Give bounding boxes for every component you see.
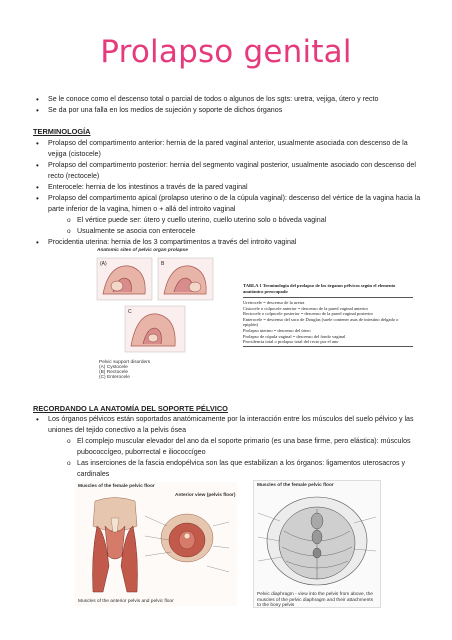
- figure-caption: Muscles of the anterior pelvis and pelvic floor: [78, 599, 174, 604]
- figure-title: Muscles of the female pelvic floor: [257, 483, 334, 488]
- panel-label: C: [128, 309, 132, 315]
- pelvic-diaphragm-figure: [253, 480, 381, 608]
- list-item: o El complejo muscular elevador del ano da el soporte primario (es una base firme, pero elástica): músculos pubococcígeo, puborrectal e iliococcígeo: [25, 436, 427, 458]
- terminology-heading: TERMINOLOGÍA: [33, 127, 91, 136]
- figure-legend: [99, 360, 150, 380]
- table-row: Cistocele o colpocele anterior = descenso de la pared vaginal anterior: [243, 305, 368, 311]
- list-item: • Los órganos pélvicos están soportados anatómicamente por la interacción entre los músculos del suelo pélvico y las uniones del tejido conectivo a la pelvis ósea: [25, 414, 427, 436]
- list-item: • Prolapso del compartimento apical (prolapso uterino o de la cúpula vaginal): descenso del vértice de la vagina hacia la parte inferior de la vagina, himen o + allá del introito vaginal: [25, 193, 427, 215]
- table-row: Enterocele = descenso del saco de Douglas (suele contener asas de intestino delgado o epiplón): [243, 316, 399, 328]
- anatomy-heading: RECORDANDO LA ANATOMÍA DEL SOPORTE PÉLVICO: [33, 404, 228, 413]
- terminology-table: [243, 283, 413, 347]
- table-row: Prolapso uterino = descenso del útero: [243, 327, 311, 333]
- list-item: • Prolapso del compartimento anterior: hernia de la pared vaginal anterior, usualmente asociada con descenso de la vejiga (cistocele): [25, 138, 427, 160]
- legend-line: (C) Enterocele: [99, 375, 130, 380]
- prolapse-anatomy-figure: [95, 248, 220, 378]
- terminology-list: [25, 138, 427, 248]
- pelvic-muscle-illustration: [75, 496, 237, 596]
- table-row: Prolapso de cúpula vaginal = descenso del fondo vaginal: [243, 333, 346, 339]
- table-row: Uretrocele = descenso de la uretra: [243, 300, 305, 305]
- list-item: • Se da por una falla en los medios de sujeción y soporte de dichos órganos: [25, 105, 430, 116]
- list-item: • Enterocele: hernia de los intestinos a través de la pared vaginal: [25, 182, 427, 193]
- intro-list: [25, 94, 430, 116]
- panel-label: B: [161, 261, 165, 267]
- list-item: o Las inserciones de la fascia endopélvica son las que estabilizan a los órganos: ligamentos uterosacros y cardinales: [25, 458, 427, 480]
- pelvic-diaphragm-illustration: [254, 491, 380, 591]
- legend-line: (A) Cystocele: [99, 365, 128, 370]
- figure-subtitle: Anterior view (pelvis floor): [175, 493, 236, 498]
- list-item: • Prolapso del compartimento posterior: hernia del segmento vaginal posterior, usualmente asociado con descenso del recto (rectocele): [25, 160, 427, 182]
- table-row: Procidencia total o prolapso total del recto por el ano: [243, 339, 413, 347]
- list-item: o Usualmente se asocia con enterocele: [25, 226, 427, 237]
- pelvic-floor-anterior-figure: [75, 482, 237, 606]
- table-row: Rectocele o colpocele posterior = descenso de la pared vaginal posterior: [243, 311, 373, 317]
- anatomy-list: [25, 414, 427, 480]
- figure-title: Anatomic sites of pelvic organ prolapse: [97, 248, 188, 253]
- table-title: TABLA 1 Terminología del prolapso de los órganos pélvicos según el elemento anatómico preocupado: [243, 283, 413, 298]
- list-item: • Se le conoce como el descenso total o parcial de todos o algunos de los sgts: uretra, vejiga, útero y recto: [25, 94, 430, 105]
- panel-label: (A): [100, 261, 107, 267]
- list-item: • Procidentia uterina: hernia de los 3 compartimentos a través del introito vaginal: [25, 237, 427, 248]
- figure-caption: Pelvic diaphragm - view into the pelvis from above, the muscles of the pelvic diaphragm and their attachments to the bony pelvis: [257, 592, 373, 608]
- legend-line: (B) Rectocele: [99, 370, 129, 375]
- page-title: Prolapso genital: [100, 34, 352, 70]
- prolapse-illustration: [95, 256, 220, 356]
- list-item: o El vértice puede ser: útero y cuello uterino, cuello uterino solo o bóveda vaginal: [25, 215, 427, 226]
- figure-title: Muscles of the female pelvic floor: [78, 484, 155, 489]
- legend-line: Pelvic support disorders: [99, 360, 151, 365]
